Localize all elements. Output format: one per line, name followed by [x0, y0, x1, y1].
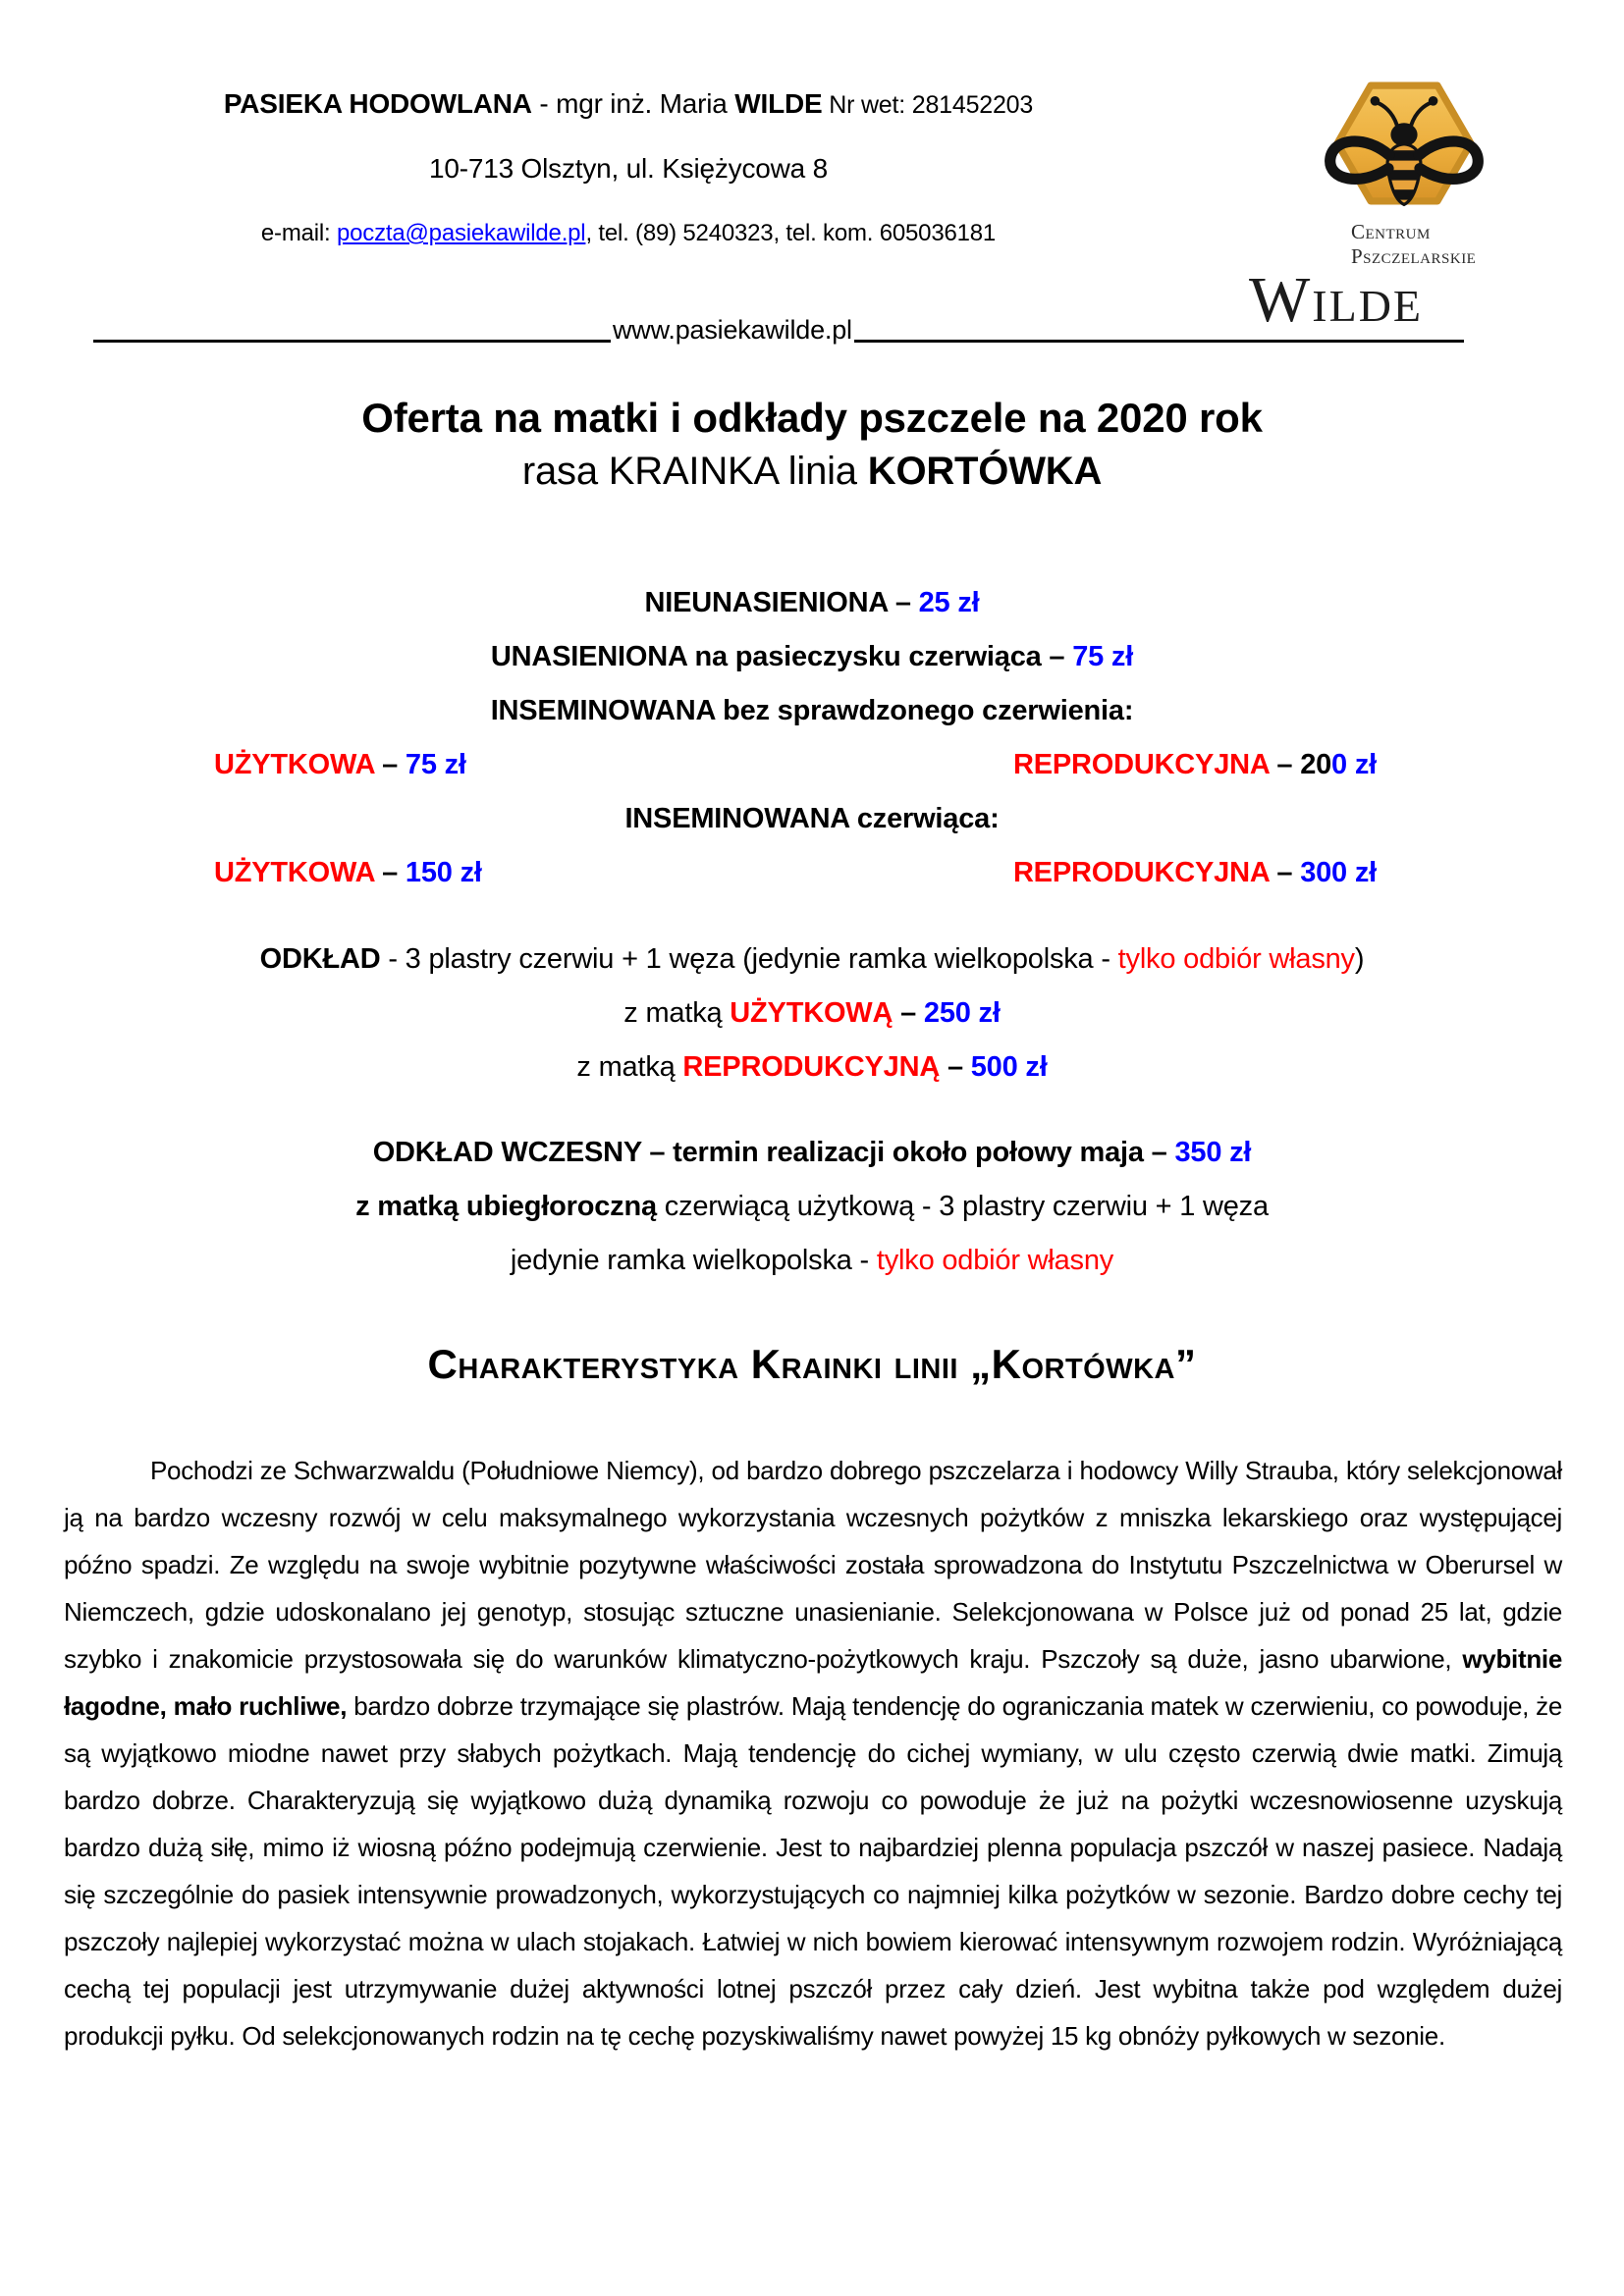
page-subtitle: [0, 450, 1624, 494]
dash: –: [374, 749, 406, 780]
divider-line-left: [93, 340, 611, 343]
price-header-inseminowana-czerwiaca: INSEMINOWANA czerwiąca:: [624, 803, 1000, 834]
price-label: NIEUNASIENIONA –: [644, 587, 919, 618]
pickup-only-note: tylko odbiór własny: [876, 1245, 1114, 1276]
owner-title: - mgr inż. Maria: [531, 88, 735, 119]
frame-note-line: [0, 1245, 1624, 1277]
website-divider-row: [93, 310, 1464, 346]
email-label: e-mail:: [260, 220, 337, 246]
price-value: 500 zł: [970, 1051, 1048, 1083]
price-value: 75 zł: [405, 749, 466, 780]
price-line-nieunasieniona: [0, 587, 1624, 619]
pickup-only-note: tylko odbiór własny: [1117, 943, 1355, 975]
apiary-name-line: [59, 88, 1198, 120]
odklad-label: ODKŁAD: [259, 943, 381, 975]
dash: – 20: [1269, 749, 1332, 780]
subtitle-line-name: KORTÓWKA: [867, 450, 1103, 493]
price-cell-reprodukcyjna: [1013, 857, 1377, 889]
odklad-wczesny-desc-line: [0, 1191, 1624, 1223]
dash: –: [940, 1051, 971, 1083]
price-value: 75 zł: [1072, 641, 1134, 672]
logo-tagline-line2: Pszczelarskie: [1351, 244, 1477, 268]
company-logo: [1235, 69, 1559, 336]
subtitle-regular: rasa KRAINKA linia: [521, 450, 868, 493]
address-line: 10-713 Olsztyn, ul. Księżycowa 8: [428, 153, 828, 184]
prefix: z matką: [623, 997, 731, 1029]
price-value: 25 zł: [918, 587, 980, 618]
contact-line: [59, 220, 1198, 247]
odklad-desc: - 3 plastry czerwiu + 1 węza (jedynie ramka wielkopolska -: [380, 943, 1118, 975]
apiary-name: PASIEKA HODOWLANA: [223, 88, 532, 119]
bee-logo-icon: [1296, 69, 1512, 218]
dash: –: [374, 857, 406, 888]
logo-tagline-line1: Centrum: [1351, 220, 1431, 243]
page-title: Oferta na matki i odkłady pszczele na 2020 rok: [361, 395, 1263, 441]
paragraph-text: bardzo dobrze trzymające się plastrów. Mają tendencję do ograniczania matek w czerwieniu, co powoduje, że są wyjątkowo miodne nawet przy słabych pożytkach. Mają tendencję do cichej wymiany, w ulu często czerwią dwie matki. Zimują bardzo dobrze. Charakteryzują się wyjątkowo dużą dynamiką rozwoju co powoduje że już na pożytki wczesnowiosenne uzyskują bardzo dużą siłę, mimo iż wiosną późno podejmują czerwienie. Jest to najbardziej plenna populacja pszczół w naszej pasiece. Nadają się szczególnie do pasiek intensywnie prowadzonych, wykorzystujących co najmniej kilka pożytków w sezonie. Bardzo dobre cechy tej pszczoły najlepiej wykorzystać można w ulach stojakach. Łatwiej w nich bowiem kierować intensywnym rozwojem rodzin. Wyróżniającą cechą tej populacji jest utrzymywanie dużej aktywności lotnej pszczół przez cały dzień. Jest wybitna także pod względem dużej produkcji pyłku. Od selekcjonowanych rodzin na tę cechę pozyskiwaliśmy nawet powyżej 15 kg obnóży pyłkowych w sezonie.: [64, 1691, 1562, 2051]
section-heading: Charakterystyka Krainki linii „Kortówka”: [427, 1341, 1197, 1387]
dash: –: [893, 997, 924, 1029]
price-header-inseminowana-bez: INSEMINOWANA bez sprawdzonego czerwienia:: [490, 695, 1134, 726]
frame-note: jedynie ramka wielkopolska -: [510, 1245, 877, 1276]
vet-number: Nr wet: 281452203: [822, 91, 1034, 119]
price-value: 0 zł: [1331, 749, 1377, 780]
odklad-uzytkowa-line: [0, 997, 1624, 1030]
queen-type: REPRODUKCYJNĄ: [682, 1051, 941, 1083]
queen-age-note: z matką ubiegłoroczną: [355, 1191, 657, 1222]
queen-type: REPRODUKCYJNA: [1012, 857, 1270, 888]
queen-type: UŻYTKOWA: [214, 857, 375, 888]
price-label: UNASIENIONA na pasieczysku czerwiąca –: [490, 641, 1073, 672]
logo-wordmark: Wilde: [1249, 264, 1424, 336]
logo-tagline: [1351, 220, 1559, 269]
price-cell-uzytkowa: [214, 749, 466, 781]
odklad-wczesny-line: [0, 1137, 1624, 1169]
price-row-inseminowana-bez: [0, 749, 1624, 781]
dash: –: [1269, 857, 1301, 888]
odklad-reprodukcyjna-line: [0, 1051, 1624, 1084]
odklad-line: [0, 943, 1624, 976]
odklad-wczesny-label: ODKŁAD WCZESNY – termin realizacji około połowy maja –: [372, 1137, 1175, 1168]
website-url: www.pasiekawilde.pl: [613, 315, 852, 345]
characteristics-paragraph: [64, 1447, 1562, 2059]
prefix: z matką: [576, 1051, 683, 1083]
queen-type: UŻYTKOWA: [214, 749, 375, 780]
letterhead: [59, 88, 1198, 247]
email-link[interactable]: poczta@pasiekawilde.pl: [337, 220, 586, 246]
price-cell-reprodukcyjna: [1013, 749, 1377, 781]
queen-type: REPRODUKCYJNA: [1012, 749, 1270, 780]
price-row-inseminowana-czerwiaca: [0, 857, 1624, 889]
divider-line-right: [854, 340, 1464, 343]
paragraph-text: Pochodzi ze Schwarzwaldu (Południowe Niemcy), od bardzo dobrego pszczelarza i hodowcy Willy Strauba, który selekcjonował ją na bardzo wczesny rozwój w celu maksymalnego wykorzystania wczesnych pożytków z mniszka lekarskiego oraz występującej późno spadzi. Ze względu na swoje wybitnie pozytywne właściwości została sprowadzona do Instytutu Pszczelnictwa w Oberursel w Niemczech, gdzie udoskonalano jej genotyp, stosując sztuczne unasienianie. Selekcjonowana w Polsce już od ponad 25 lat, gdzie szybko i znakomicie przystosowała się do warunków klimatyczno-pożytkowych kraju. Pszczoły są duże, jasno ubarwione,: [64, 1456, 1562, 1674]
price-value: 250 zł: [923, 997, 1001, 1029]
closing-paren: ): [1354, 943, 1365, 975]
price-line-unasieniona: [0, 641, 1624, 673]
queen-type: UŻYTKOWĄ: [730, 997, 893, 1029]
desc-rest: czerwiącą użytkową - 3 plastry czerwiu + 1 węza: [656, 1191, 1269, 1222]
price-value: 300 zł: [1300, 857, 1377, 888]
price-value: 350 zł: [1174, 1137, 1252, 1168]
price-value: 150 zł: [405, 857, 482, 888]
paragraph-bold-text: wybitnie łagodne, mało ruchliwe,: [64, 1644, 1562, 1721]
price-cell-uzytkowa: [214, 857, 482, 889]
owner-surname: WILDE: [734, 88, 823, 119]
phones-text: , tel. (89) 5240323, tel. kom. 605036181: [585, 220, 997, 246]
